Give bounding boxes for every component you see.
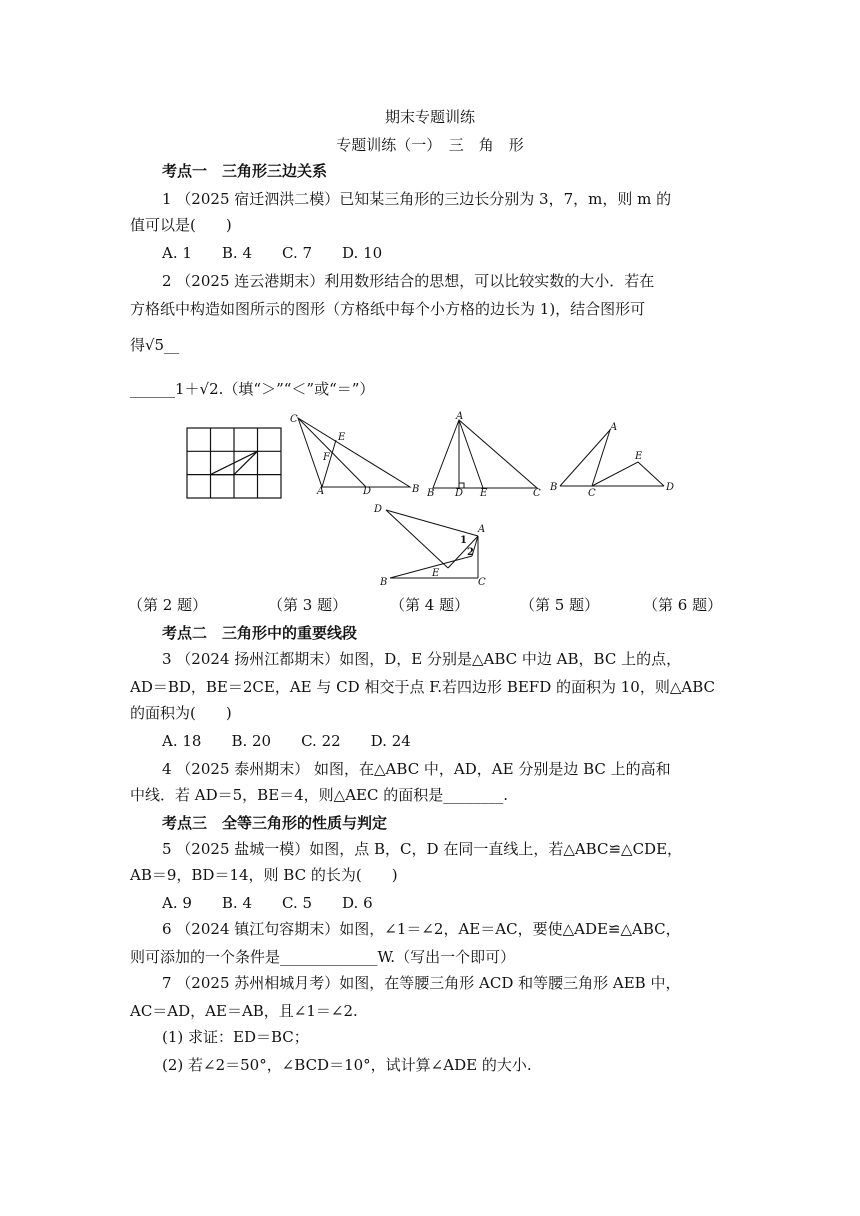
- q5-line2: AB＝9，BD＝14，则 BC 的长为( ): [130, 866, 398, 884]
- fig6-label-c: C: [478, 577, 486, 586]
- q1-options: A. 1 B. 4 C. 7 D. 10: [162, 244, 383, 262]
- caption-q6: （第 6 题）: [643, 596, 723, 614]
- fig5-label-d: D: [666, 482, 675, 493]
- q4-line2: 中线．若 AD＝5，BE＝4，则△AEC 的面积是________.: [130, 786, 509, 804]
- page-title: 期末专题训练: [384, 108, 475, 126]
- fig3-label-b: B: [412, 484, 420, 494]
- fig4-label-b: B: [427, 488, 435, 498]
- fig4-label-a: A: [456, 411, 464, 422]
- caption-q5: （第 5 题）: [520, 596, 600, 614]
- fig6-label-a: A: [478, 524, 486, 535]
- fig5-label-b: B: [550, 482, 558, 493]
- figure-q4: [425, 410, 545, 498]
- q6-line1: 6 （2024 镇江句容期末）如图，∠1＝∠2，AE＝AC，要使△ADE≌△ABC，: [162, 920, 681, 938]
- fig6-label-1: 1: [460, 535, 467, 546]
- fig3-label-e: E: [338, 432, 346, 443]
- figure-q5: [546, 418, 676, 498]
- q7-part2: (2) 若∠2＝50°，∠BCD＝10°，试计算∠ADE 的大小.: [162, 1056, 532, 1074]
- q2-line2: 方格纸中构造如图所示的图形（方格纸中每个小方格的边长为 1)，结合图形可: [130, 300, 646, 318]
- caption-q3: （第 3 题）: [268, 596, 348, 614]
- q3-options: A. 18 B. 20 C. 22 D. 24: [162, 732, 411, 750]
- q1-line2: 值可以是( ): [130, 216, 232, 234]
- q2-line3: 得√5__: [130, 336, 180, 354]
- section-heading-2: 考点二 三角形中的重要线段: [162, 624, 358, 642]
- q5-options: A. 9 B. 4 C. 5 D. 6: [162, 894, 373, 912]
- caption-q2: （第 2 题）: [128, 596, 208, 614]
- q7-line2: AC＝AD，AE＝AB，且∠1＝∠2.: [130, 1002, 358, 1020]
- q7-part1: (1) 求证：ED＝BC；: [162, 1028, 309, 1046]
- fig6-label-e: E: [432, 568, 440, 579]
- fig4-label-e: E: [480, 488, 488, 498]
- fig3-label-d: D: [363, 486, 372, 494]
- section-heading-1: 考点一 三角形三边关系: [162, 162, 328, 180]
- fig5-label-e: E: [635, 451, 643, 462]
- fig3-label-f: F: [323, 452, 330, 463]
- q3-line3: 的面积为( ): [130, 704, 232, 722]
- fig5-label-c: C: [588, 488, 596, 498]
- q2-line1: 2 （2025 连云港期末）利用数形结合的思想，可以比较实数的大小．若在: [162, 272, 655, 290]
- section-heading-3: 考点三 全等三角形的性质与判定: [162, 814, 388, 832]
- q3-line1: 3 （2024 扬州江都期末）如图，D，E 分别是△ABC 中边 AB，BC 上的点，: [162, 650, 682, 668]
- fig6-label-2: 2: [467, 547, 474, 558]
- fig4-label-c: C: [533, 488, 541, 498]
- fig6-label-b: B: [380, 577, 388, 586]
- q2-line4: ______1＋√2.（填“＞”“＜”或“＝”）: [130, 380, 375, 398]
- figure-q3: [288, 412, 423, 494]
- figure-q2-grid: [185, 426, 285, 510]
- fig4-label-d: D: [455, 488, 464, 498]
- q7-line1: 7 （2025 苏州相城月考）如图，在等腰三角形 ACD 和等腰三角形 AEB 中，: [162, 974, 681, 992]
- q1-line1: 1 （2025 宿迁泗洪二模）已知某三角形的三边长分别为 3，7，m，则 m 的: [162, 190, 672, 208]
- fig3-label-c: C: [290, 414, 298, 425]
- fig5-label-a: A: [610, 422, 618, 433]
- q6-line2: 则可添加的一个条件是_____________W.（写出一个即可）: [130, 948, 516, 966]
- caption-q4: （第 4 题）: [390, 596, 470, 614]
- fig6-label-d: D: [374, 504, 383, 515]
- q4-line1: 4 （2025 泰州期末） 如图，在△ABC 中，AD，AE 分别是边 BC 上的高和: [162, 760, 671, 778]
- q5-line1: 5 （2025 盐城一模）如图，点 B，C，D 在同一直线上，若△ABC≌△CDE，: [162, 840, 683, 858]
- page-subtitle: 专题训练（一） 三 角 形: [336, 136, 524, 154]
- fig3-label-a: A: [317, 486, 325, 494]
- figure-q6: [370, 498, 490, 586]
- q3-line2: AD＝BD，BE＝2CE，AE 与 CD 相交于点 F.若四边形 BEFD 的面积为 10，则△ABC: [130, 678, 715, 696]
